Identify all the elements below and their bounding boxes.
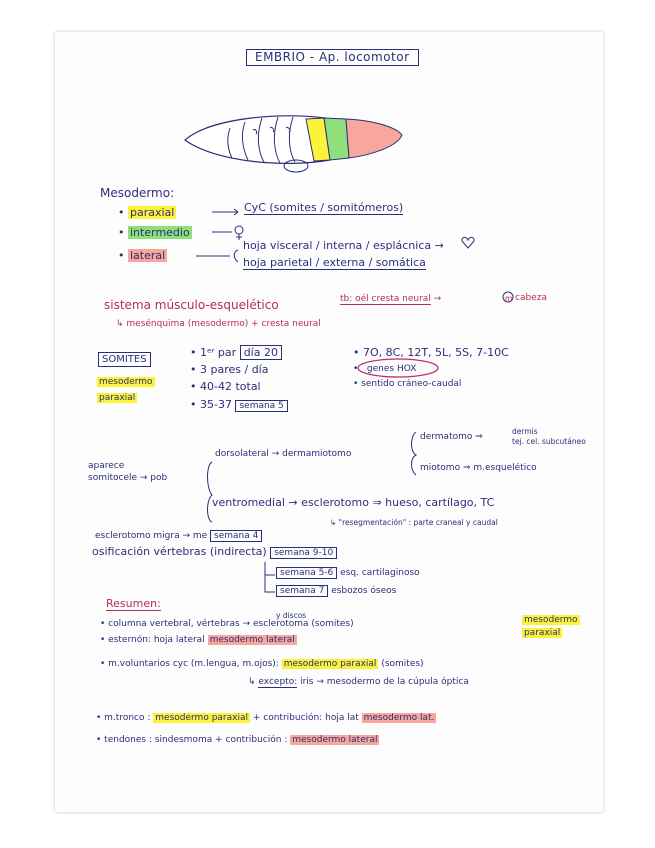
osificacion-sub1-box: semana 5-6 xyxy=(276,567,337,579)
somites-r1: • 7O, 8C, 12T, 5L, 5S, 7-10C xyxy=(353,346,509,359)
lateral-parietal: hoja parietal / externa / somática xyxy=(243,256,426,269)
resumen-heading: Resumen: xyxy=(106,597,161,610)
intermedio-label: intermedio xyxy=(130,226,190,239)
somites-b1-pre: 1ᵉʳ par xyxy=(200,346,237,359)
esclerotomo-text: esclerotomo migra → me xyxy=(95,531,208,541)
lateral-visceral-text: hoja visceral / interna / esplácnica xyxy=(243,239,432,252)
bullet-intermedio: • intermedio xyxy=(118,226,190,239)
osificacion-sub1-text: esq. cartilaginoso xyxy=(340,568,420,578)
somites-r1-text: 7O, 8C, 12T, 5L, 5S, 7-10C xyxy=(363,346,509,359)
resumen-l6: • tendones : sindesmoma + contribución : mesodermo lateral xyxy=(96,735,378,745)
resumen-l4-b: iris → mesodermo de la cúpula óptica xyxy=(300,677,469,687)
dermis-1: dermis xyxy=(512,427,538,436)
somites-b2: • 3 pares / día xyxy=(190,363,269,376)
paraxial-dest: CyC (somites / somitómeros) xyxy=(244,201,404,214)
osificacion-line xyxy=(92,545,337,560)
sistema-sub: ↳ mesénquima (mesodermo) + cresta neural xyxy=(116,319,321,329)
resumen-l1-a: columna vertebral, vértebras xyxy=(108,619,240,629)
somites-b4-box: semana 5 xyxy=(235,400,287,412)
resumen-l5-b: + contribución: hoja lat xyxy=(252,713,359,723)
somites-b1-box: día 20 xyxy=(240,345,282,360)
somites-b3-text: 40-42 total xyxy=(200,380,261,393)
resumen-l3-b: (somites) xyxy=(381,659,424,669)
resumen-l5: • m.tronco : mesodermo paraxial + contribución: hoja lat mesodermo lat. xyxy=(96,713,435,723)
resumen-l4-a: ↳ xyxy=(248,677,256,687)
somites-r3: • sentido cráneo-caudal xyxy=(353,379,462,389)
resumen-l1-tag-1: mesodermo xyxy=(524,615,578,625)
resumen-l2-hl: mesodermo lateral xyxy=(209,635,295,645)
paraxial-label: paraxial xyxy=(130,206,175,219)
somites-r2: • genes HOX xyxy=(353,364,417,374)
somites-b4: • 35-37 semana 5 xyxy=(190,398,288,413)
resumen-l4-exc: excepto: xyxy=(258,677,298,687)
sistema-title: sistema músculo-esquelético xyxy=(104,298,279,312)
osificacion-sub2-text: esbozos óseos xyxy=(331,586,397,596)
aparece-2: somitocele → pob xyxy=(88,473,168,483)
resumen-l1-tag-2: paraxial xyxy=(524,628,561,638)
resumen-l5-hl1: mesodermo paraxial xyxy=(155,713,248,723)
meso-paraxial-tag xyxy=(97,374,155,406)
ventromedial: ventromedial → esclerotomo ⇒ hueso, cartílago, TC xyxy=(212,496,495,509)
resumen-l1-sup: y discos xyxy=(276,611,307,620)
resumen-l3: • m.voluntarios cyc (m.lengua, m.ojos): mesodermo paraxial (somites) xyxy=(100,659,424,669)
resumen-l4 xyxy=(248,676,469,689)
somites-r3-text: sentido cráneo-caudal xyxy=(361,379,462,389)
sistema-sub-text: mesénquima (mesodermo) + cresta neural xyxy=(126,319,321,329)
somites-b2-text: 3 pares / día xyxy=(200,363,269,376)
resumen-l5-hl2: mesodermo lat. xyxy=(363,713,435,723)
sistema-cabeza: cabeza xyxy=(515,293,547,303)
resumen-l1-tag xyxy=(522,614,580,640)
osificacion-sub2-box: semana 7 xyxy=(276,585,328,597)
mesodermo-heading: Mesodermo: xyxy=(100,186,175,200)
resumen-l2: • esternón: hoja lateral mesodermo lateral xyxy=(100,635,295,645)
somites-b4-pre: 35-37 xyxy=(200,398,232,411)
lateral-visceral: hoja visceral / interna / esplácnica → xyxy=(243,239,444,252)
resumen-l6-a: tendones : sindesmoma + contribución : xyxy=(104,735,288,745)
resumen-l1: • columna vertebral, vértebras → esclerotoma (somites) xyxy=(100,619,354,629)
dorsolateral: dorsolateral → dermamiotomo xyxy=(215,449,352,459)
sistema-tb: tb: oél cresta neural → xyxy=(340,294,442,304)
resumen-l3-a: m.voluntarios cyc (m.lengua, m.ojos): xyxy=(108,659,279,669)
resumen-l5-a: m.tronco : xyxy=(104,713,151,723)
bullet-lateral: • lateral xyxy=(118,249,166,262)
resumen-l2-a: esternón: hoja lateral xyxy=(108,635,205,645)
aparece-label xyxy=(88,460,167,484)
somites-b1: • 1ᵉʳ par día 20 xyxy=(190,346,282,359)
osificacion-sub1 xyxy=(276,567,420,580)
dermis-2: tej. cel. subcutáneo xyxy=(512,437,586,446)
bullet-paraxial: • paraxial xyxy=(118,206,175,219)
dermis xyxy=(512,427,586,447)
miotomo: miotomo ⇒ m.esquelético xyxy=(420,463,537,473)
sistema-m: m xyxy=(505,294,513,303)
esclerotomo-line xyxy=(95,530,262,543)
resumen-l6-hl: mesodermo lateral xyxy=(292,735,378,745)
resumen-l3-hl: mesodermo paraxial xyxy=(283,659,377,669)
aparece-1: aparece xyxy=(88,461,125,471)
page-title-text: EMBRIO - Ap. locomotor xyxy=(255,50,410,64)
meso-tag-1: mesodermo xyxy=(99,377,153,387)
dermatomo: dermatomo ⇒ xyxy=(420,432,483,442)
somites-r2-text: genes HOX xyxy=(366,364,417,374)
osificacion-sub2 xyxy=(276,585,396,598)
resumen-l1-b: → esclerotoma (somites) xyxy=(242,619,354,629)
osificacion-box: semana 9-10 xyxy=(270,547,337,559)
somites-b3: • 40-42 total xyxy=(190,380,261,393)
lateral-label: lateral xyxy=(130,249,166,262)
sistema-tb-text: tb: oél cresta neural xyxy=(340,294,431,304)
somites-label: SOMITES xyxy=(98,352,151,367)
resegmentacion: ↳ "resegmentación" : parte craneal y caudal xyxy=(330,518,498,527)
osificacion-text: osificación vértebras (indirecta) xyxy=(92,545,267,558)
esclerotomo-box: semana 4 xyxy=(210,530,262,542)
meso-tag-2: paraxial xyxy=(99,393,136,403)
